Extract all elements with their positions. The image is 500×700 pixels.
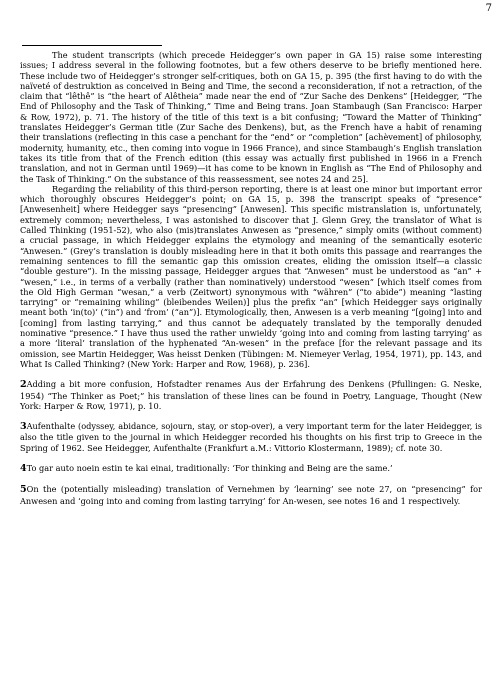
footnote-1-paragraph-1: The student transcripts (which precede Heidegger’s own paper in GA 15) raise some interesting issues; I address several in the following footnotes, but a few others deserve to be briefly mentioned here. These include two of Heidegger’s stronger self-critiques, both on GA 15, p. 395 (the first having to do with the naïveté of destruktion as conceived in Being and Time, the second a reconsideration, if not a retraction, of the claim that “lêthê” is “the heart of Alêtheia” made near the end of “Zur Sache des Denkens” [Heidegger, “The End of Philosophy and the Task of Thinking,” Time and Being trans. Joan Stambaugh (San Francisco: Harper & Row, 1972), p. 71. The history of the title of this text is a bit confusing; “Toward the Matter of Thinking” translates Heidegger’s German title (Zur Sache des Denkens), but, as the French have a habit of renaming their translations (reflecting in this case a penchant for the “end” or “completion” [achèvement] of philosophy, modernity, humanity, etc., then coming into vogue in 1966 France), and since Stambaugh’s English translation takes its title from that of the French edition (this essay was actually first published in 1966 in a French translation, and not in German until 1969)—it has come to be known in English as “The End of Philosophy and the Task of Thinking.” On the substance of this reassessment, see notes 24 and 25]. [20,50,482,184]
footnote-1 [20,50,482,369]
footnotes [20,50,482,516]
page-number: 7 [485,3,492,14]
footnote-5 [20,484,482,506]
footnote-text: Adding a bit more confusion, Hofstadter renames Aus der Erfahrung des Denkens (Pfullingen: G. Neske, 1954) “The Thinker as Poet;” his translation of these lines can be found in Poetry, Language, Thought (New York: Harper & Row, 1971), p. 10. [20,379,482,411]
footnote-text: Aufenthalte (odyssey, abidance, sojourn, stay, or stop-over), a very important term for the later Heidegger, is also the title given to the journal in which Heidegger recorded his thoughts on his first trip to Greece in the Spring of 1962. See Heidegger, Aufenthalte (Frankfurt a.M.: Vittorio Klostermann, 1989); cf. note 30. [20,421,482,453]
footnote-number: 5 [20,484,27,496]
footnote-number: 3 [20,421,27,433]
footnote-1-paragraph-2: Regarding the reliability of this third-person reporting, there is at least one minor but important error which thoroughly obscures Heidegger’s point; on GA 15, p. 398 the transcript speaks of “presence” [Anwesenheit] where Heidegger says “presencing” [Anwesen]. This specific mistranslation is, unfortunately, extremely common; nevertheless, I was astonished to discover that J. Glenn Grey, the translator of What is Called Thinking (1951-52), who also (mis)translates Anwesen as “presence,” simply omits (without comment) a crucial passage, in which Heidegger explains the etymology and meaning of the semantically esoteric “Anwesen.” (Grey’s translation is doubly misleading here in that it both omits this passage and rearranges the remaining sentences to fill the semantic gap this omission creates, eliding the omission itself—a classic “double gesture”). In the missing passage, Heidegger argues that “Anwesen” must be understood as “an” + “wesen,” i.e., in terms of a verbally (rather than nominatively) understood “wesen” [which itself comes from the Old High German “wesan,” a verb (Zeitwort) synonymous with “währen” (“to abide”) meaning “lasting tarrying” or “remaining whiling” (bleibendes Weilen)] plus the prefix “an” [which Heidegger says originally meant both ‘in(to)’ (“in”) and ‘from’ (“an”)]. Etymologically, then, Anwesen is a verb meaning “[going] into and [coming] from lasting tarrying,” and thus cannot be adequately translated by the temporally denuded nominative “presence.” I have thus used the rather unwieldy ‘going into and coming from lasting tarrying’ as a more ‘literal’ translation of the hyphenated “An-wesen” in the preface [for the relevant passage and its omission, see Martin Heidegger, Was heisst Denken (Tübingen: M. Niemeyer Verlag, 1954, 1971), pp. 143, and What Is Called Thinking? (New York: Harper and Row, 1968), p. 236]. [20,183,482,369]
footnote-4 [20,463,482,474]
footnote-text: On the (potentially misleading) translation of Vernehmen by ‘learning’ see note 27, on “presencing” for Anwesen and ‘going into and coming from lasting tarrying’ for An-wesen, see notes 16 and 1 respectively. [20,484,482,506]
footnote-separator-rule [22,45,162,46]
footnote-2 [20,379,482,411]
footnote-text: To gar auto noein estin te kai einai, traditionally: ‘For thinking and Being are the same.’ [26,462,393,473]
footnote-3 [20,421,482,453]
footnote-number: 2 [20,379,27,391]
footnote-number: 4 [20,462,27,474]
